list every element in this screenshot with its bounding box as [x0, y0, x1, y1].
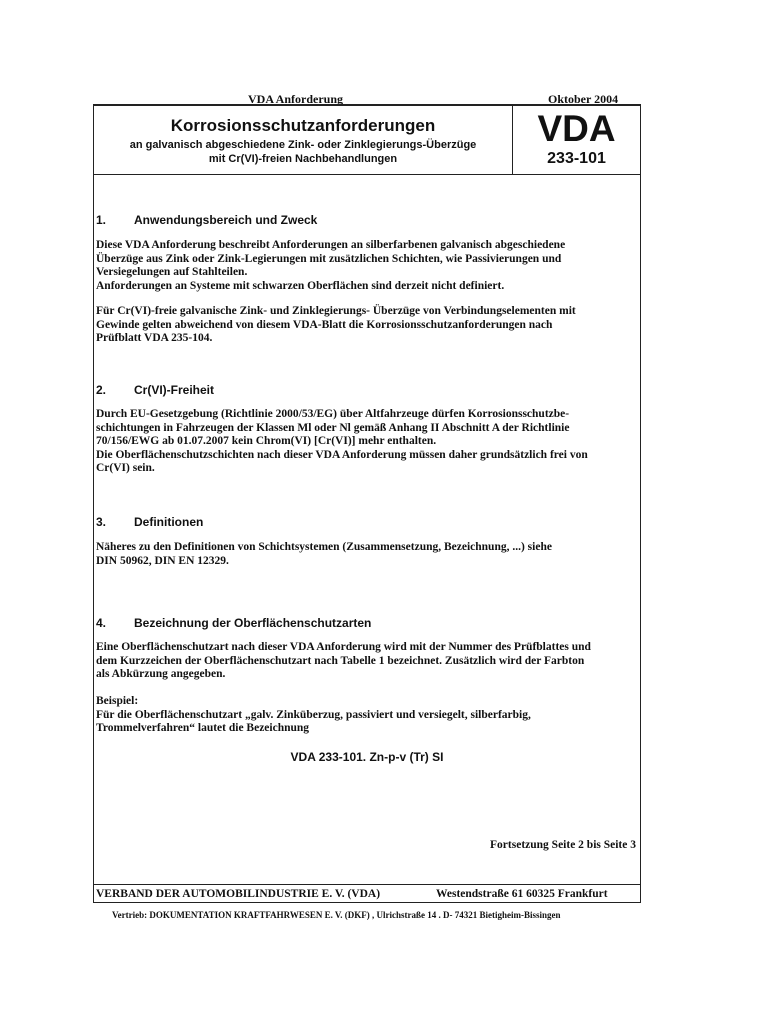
section-title: Cr(VI)-Freiheit: [134, 383, 215, 397]
document-number: 233-101: [547, 150, 606, 167]
distribution-note: Vertrieb: DOKUMENTATION KRAFTFAHRWESEN E. V. (DKF) , Ulrichstraße 14 . D- 74321 Bietigheim-Bissingen: [112, 910, 561, 920]
document-title: Korrosionsschutzanforderungen: [170, 116, 436, 135]
section-2-heading: [96, 383, 636, 399]
document-subtitle: [94, 138, 512, 166]
continuation-note: Fortsetzung Seite 2 bis Seite 3: [490, 839, 636, 851]
section-1-paragraph-1: Diese VDA Anforderung beschreibt Anforderungen an silberfarbenen galvanisch abgeschiedene Überzüge aus Zink oder Zink-Legierungen mit zusätzlichen Schichten, wie Passivierungen und Versiegelungen auf Stahlteilen. Anforderungen an Systeme mit schwarzen Oberflächen sind derzeit nicht definiert.: [96, 239, 566, 292]
section-1-heading: [96, 213, 636, 229]
section-3-paragraph-1: Näheres zu den Definitionen von Schichtsystemen (Zusammensetzung, Bezeichnung, ...) siehe DIN 50962, DIN EN 12329.: [96, 541, 552, 567]
section-1-paragraph-2: Für Cr(VI)-freie galvanische Zink- und Zinklegierungs- Überzüge von Verbindungselementen mit Gewinde gelten abweichend von diesem VDA-Blatt die Korrosionsschutzanforderungen nach Prüfblatt VDA 235-104.: [96, 305, 576, 344]
section-number: 2.: [96, 383, 107, 397]
subtitle-line-1: an galvanisch abgeschiedene Zink- oder Zinklegierungs-Überzüge: [129, 139, 477, 151]
section-3-heading: [96, 515, 636, 531]
section-number: 4.: [96, 616, 107, 630]
footer-organization: VERBAND DER AUTOMOBILINDUSTRIE E. V. (VDA): [96, 888, 381, 900]
document-type: VDA Anforderung: [248, 92, 344, 106]
document-date: Oktober 2004: [548, 92, 619, 106]
section-number: 3.: [96, 515, 107, 529]
footer-bottom-rule: [93, 902, 641, 903]
subtitle-line-2: mit Cr(VI)-freien Nachbehandlungen: [208, 153, 398, 165]
section-number: 1.: [96, 213, 107, 227]
frame-left-rule: [93, 175, 94, 903]
section-4-paragraph-2: Beispiel: Für die Oberflächenschutzart „galv. Zinküberzug, passiviert und versiegelt, silberfarbig, Trommelverfahren“ lautet die Bezeichnung: [96, 695, 531, 734]
section-4-paragraph-1: Eine Oberflächenschutzart nach dieser VDA Anforderung wird mit der Nummer des Prüfblattes und dem Kurzzeichen der Oberflächenschutzart nach Tabelle 1 bezeichnet. Zusätzlich wird der Farbton als Abkürzung angegeben.: [96, 641, 591, 680]
footer-address: Westendstraße 61 60325 Frankfurt: [436, 888, 608, 900]
vda-logo: VDA: [537, 108, 616, 149]
section-title: Anwendungsbereich und Zweck: [134, 213, 318, 227]
section-title: Definitionen: [134, 515, 204, 529]
footer-top-rule: [93, 884, 641, 885]
section-2-paragraph-1: Durch EU-Gesetzgebung (Richtlinie 2000/53/EG) über Altfahrzeuge dürfen Korrosionsschutzbe- schichtungen in Fahrzeugen der Klassen Ml oder Nl gemäß Anhang II Abschnitt A der Richtlinie 70/156/EWG ab 01.07.2007 kein Chrom(VI) [Cr(VI)] mehr enthalten. Die Oberflächenschutzschichten nach dieser VDA Anforderung müssen daher grundsätzlich frei von Cr(VI) sein.: [96, 408, 588, 474]
example-designation: VDA 233-101. Zn-p-v (Tr) SI: [290, 750, 444, 764]
frame-right-rule: [640, 175, 641, 903]
section-title: Bezeichnung der Oberflächenschutzarten: [134, 616, 372, 630]
section-4-heading: [96, 616, 636, 632]
